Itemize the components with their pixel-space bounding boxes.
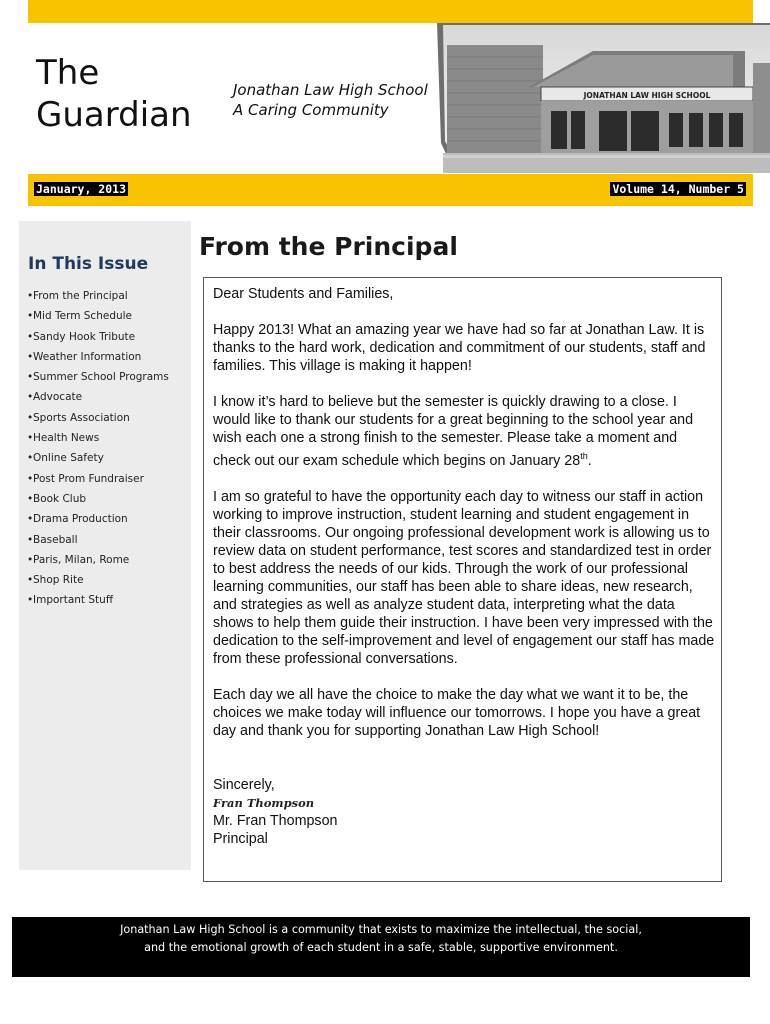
bullet-icon: • bbox=[27, 553, 34, 566]
article-paragraph: I am so grateful to have the opportunity each day to witness our staff in action working to improve instruction, student learning and student engagement in their classrooms. Our ongoing professional development work is allowing us to review data on student performance, test scores and standardized test in order to best address the needs of our kids. Through the work of our professional learning communities, our staff has been able to share ideas, new research, and strategies as well as analyze student data, interpreting what the data shows to help them guide their instruction. I have been very impressed with the dedication to the self-improvement and level of engagement our staff has made from these professional conversations. bbox=[213, 488, 715, 667]
issue-list-item[interactable] bbox=[27, 509, 169, 529]
bullet-icon: • bbox=[27, 452, 34, 465]
school-tagline: A Caring Community bbox=[233, 101, 389, 119]
article-paragraph: Each day we all have the choice to make the day what we want it to be, the choices we make today will influence our tomorrows. I hope you have a great day and thank you for supporting Jonathan Law High School! bbox=[213, 686, 701, 739]
article-paragraph bbox=[213, 393, 718, 470]
ordinal-suffix: th bbox=[580, 451, 588, 461]
bullet-icon: • bbox=[27, 330, 34, 343]
issue-list-item[interactable] bbox=[27, 327, 169, 347]
school-name: Jonathan Law High School bbox=[233, 81, 428, 99]
article-paragraph: Happy 2013! What an amazing year we have had so far at Jonathan Law. It is thanks to the hard work, dedication and commitment of our students, staff and families. This village is making it happen! bbox=[213, 322, 706, 374]
bullet-icon: • bbox=[27, 472, 34, 485]
masthead-subtitle bbox=[233, 80, 428, 120]
bullet-icon: • bbox=[27, 310, 34, 323]
issue-list-item[interactable] bbox=[27, 530, 169, 550]
bullet-icon: • bbox=[27, 574, 34, 587]
issue-list-item[interactable] bbox=[27, 469, 169, 489]
issue-list-label: Sports Association bbox=[33, 411, 130, 424]
article-paragraph-text: I know it’s hard to believe but the semester is quickly drawing to a close. I would like to thank our students for a great beginning to the school year and wish each one a strong finish to the semester. Please take a moment and check out our exam schedule which begins on January 28 bbox=[213, 394, 694, 469]
issue-list-label: Book Club bbox=[33, 492, 87, 505]
issue-list-label: Online Safety bbox=[33, 452, 104, 465]
issue-list-item[interactable] bbox=[27, 428, 169, 448]
issue-list-label: Weather Information bbox=[33, 350, 142, 363]
article-signoff bbox=[213, 776, 718, 848]
issue-list-label: From the Principal bbox=[33, 290, 128, 302]
article-title: From the Principal bbox=[199, 232, 458, 261]
issue-date: January, 2013 bbox=[36, 182, 127, 196]
building-sign-text: JONATHAN LAW HIGH SCHOOL bbox=[583, 91, 711, 100]
bullet-icon: • bbox=[27, 594, 34, 607]
article-greeting: Dear Students and Families, bbox=[213, 286, 394, 302]
issue-volume: Volume 14, Number 5 bbox=[612, 182, 744, 196]
closing-text: Sincerely, bbox=[213, 776, 275, 793]
school-building-photo bbox=[433, 23, 770, 173]
article-body bbox=[213, 285, 718, 848]
issue-list-label: Health News bbox=[33, 432, 100, 445]
issue-list-label: Mid Term Schedule bbox=[33, 310, 133, 323]
issue-list-item[interactable] bbox=[27, 489, 169, 509]
title-line-2: Guardian bbox=[36, 95, 192, 135]
issue-list-item[interactable] bbox=[27, 408, 169, 428]
footer-line-2: and the emotional growth of each student in a safe, stable, supportive environment. bbox=[144, 941, 618, 954]
signer-name: Mr. Fran Thompson bbox=[213, 812, 338, 829]
bullet-icon: • bbox=[27, 533, 34, 546]
issue-list-item[interactable] bbox=[27, 590, 169, 610]
issue-list-label: Drama Production bbox=[33, 513, 128, 526]
issue-list-label: Sandy Hook Tribute bbox=[33, 330, 136, 343]
handwritten-signature: Fran Thompson bbox=[213, 795, 315, 810]
bullet-icon: • bbox=[27, 350, 34, 363]
bullet-icon: • bbox=[27, 513, 34, 526]
issue-list-item[interactable] bbox=[27, 306, 169, 326]
issue-list-item[interactable] bbox=[27, 387, 169, 407]
issue-list-label: Shop Rite bbox=[33, 574, 84, 587]
bullet-icon: • bbox=[27, 492, 34, 505]
bullet-icon: • bbox=[27, 432, 34, 445]
issue-list-label: Advocate bbox=[33, 391, 83, 404]
issue-list-item[interactable] bbox=[27, 286, 169, 306]
top-accent-bar bbox=[28, 0, 753, 23]
bullet-icon: • bbox=[27, 391, 34, 404]
signer-title: Principal bbox=[213, 830, 268, 847]
bullet-icon: • bbox=[27, 290, 34, 302]
bullet-icon: • bbox=[27, 371, 34, 384]
issue-list-item[interactable] bbox=[27, 570, 169, 590]
issue-list bbox=[27, 286, 169, 611]
issue-list-label: Post Prom Fundraiser bbox=[33, 472, 144, 485]
issue-list-item[interactable] bbox=[27, 448, 169, 468]
mission-footer bbox=[12, 917, 750, 977]
bullet-icon: • bbox=[27, 411, 34, 424]
issue-list-item[interactable] bbox=[27, 550, 169, 570]
sidebar-heading: In This Issue bbox=[28, 254, 149, 274]
issue-list-item[interactable] bbox=[27, 367, 169, 387]
newsletter-title bbox=[36, 52, 192, 136]
issue-list-label: Baseball bbox=[33, 533, 78, 546]
article-paragraph-end: . bbox=[587, 452, 592, 469]
issue-list-item[interactable] bbox=[27, 347, 169, 367]
footer-line-1: Jonathan Law High School is a community that exists to maximize the intellectual, the social, bbox=[120, 923, 642, 936]
title-line-1: The bbox=[36, 53, 100, 93]
issue-list-label: Paris, Milan, Rome bbox=[33, 553, 130, 566]
issue-list-label: Important Stuff bbox=[33, 594, 114, 607]
issue-list-label: Summer School Programs bbox=[33, 371, 169, 384]
